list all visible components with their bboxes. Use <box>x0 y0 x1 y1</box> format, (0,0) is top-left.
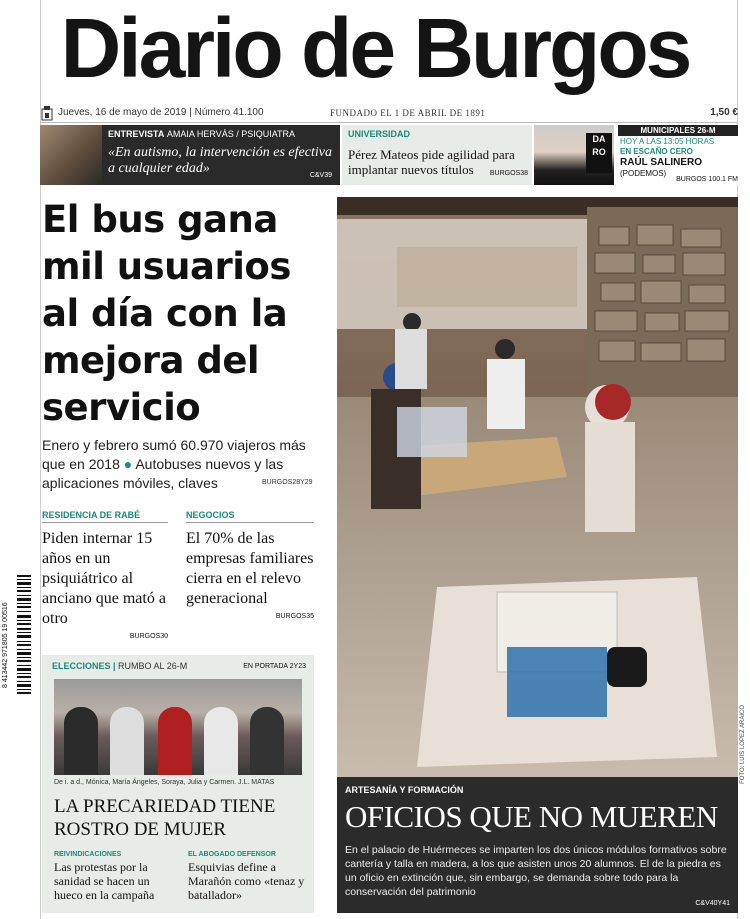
interview-teaser[interactable] <box>40 125 340 185</box>
brief-headline: Piden internar 15 años en un psiquiátrico al anciano que mató a otro <box>42 530 166 627</box>
feature-box[interactable] <box>337 777 738 913</box>
university-teaser[interactable] <box>342 125 532 185</box>
founded-date: FUNDADO EL 1 DE ABRIL DE 1891 <box>330 107 486 118</box>
bullet-icon: ● <box>123 456 133 472</box>
subitem-kicker: EL ABOGADO DEFENSOR <box>188 851 276 858</box>
municipales-teaser[interactable] <box>534 125 738 185</box>
municipales-kicker: MUNICIPALES 26-M <box>618 125 738 136</box>
election-box[interactable]: ELECCIONES | RUMBO AL 26-M EN PORTADA 2Y23 De i. a d., Mónica, María Ángeles, Soraya, Julia y Carmen. J.L. MATAS LA PRECARIEDAD TIENE ROSTRO DE MUJER REIVINDICACIONES Las protestas por la sanidad se hacen un hueco en la campaña EL ABOGADO DEFENSOR Esquivias define a Marañón como «tenaz y batallador» <box>42 655 314 913</box>
election-section: RUMBO AL 26-M <box>118 661 188 671</box>
candidate-name: RAÚL SALINERO <box>620 157 703 168</box>
brief-kicker: RESIDENCIA DE RABÉ <box>42 510 168 523</box>
page-ref: C&V39 <box>309 172 332 179</box>
lead-deck-part2: Autobuses nuevos y las aplicaciones móviles, claves <box>42 456 284 491</box>
photo-credit: FOTO: LUIS LÓPEZ ARAICO <box>740 705 746 784</box>
station-ref: BURGOS 100.1 FM <box>676 176 738 183</box>
main-photo[interactable] <box>337 197 738 777</box>
university-headline: Pérez Mateos pide agilidad para implantar nuevos títulos <box>348 147 515 177</box>
feature-kicker: ARTESANÍA Y FORMACIÓN <box>345 785 464 795</box>
broadcast-time: HOY A LAS 13:05 HORAS <box>620 137 715 146</box>
brief-rabe[interactable] <box>42 510 168 640</box>
election-page-ref: EN PORTADA 2Y23 <box>243 663 306 670</box>
issue-date: Jueves, 16 de mayo de 2019 <box>58 107 187 118</box>
page-ref: C&V40Y41 <box>695 900 730 907</box>
university-kicker: UNIVERSIDAD <box>348 129 411 139</box>
election-subitem[interactable] <box>54 851 172 902</box>
interview-person: AMAIA HERVÁS / PSIQUIATRA <box>166 129 296 139</box>
subitem-headline: Esquivias define a Marañón como «tenaz y batallador» <box>188 860 305 902</box>
barcode-icon <box>7 575 33 695</box>
program-name: EN ESCAÑO CERO <box>620 147 693 156</box>
election-photo <box>54 679 302 775</box>
election-subitem[interactable] <box>188 851 306 902</box>
candidate-party: (PODEMOS) <box>620 169 667 178</box>
brief-negocios[interactable] <box>186 510 314 620</box>
lead-headline[interactable]: El bus gana mil usuarios al día con la mejora del servicio <box>42 198 291 429</box>
radio-logo: DA RO <box>586 133 612 173</box>
candidate-photo <box>534 125 614 185</box>
interview-quote: «En autismo, la intervención es efectiva a cualquier edad» <box>108 145 332 176</box>
person-figure <box>64 707 98 775</box>
page-ref: BURGOS35 <box>275 613 314 620</box>
interview-photo <box>40 125 102 185</box>
city-crest-icon <box>40 105 54 121</box>
person-figure <box>158 707 192 775</box>
interview-kicker: ENTREVISTA <box>108 129 165 139</box>
person-figure <box>110 707 144 775</box>
issue-number: Número 41.100 <box>194 107 264 118</box>
brief-kicker: NEGOCIOS <box>186 510 314 523</box>
brief-headline: El 70% de las empresas familiares cierra en el relevo generacional <box>186 530 314 607</box>
person-figure <box>204 707 238 775</box>
subitem-headline: Las protestas por la sanidad se hacen un hueco en la campaña <box>54 860 155 902</box>
subitem-kicker: REIVINDICACIONES <box>54 851 122 858</box>
feature-body: En el palacio de Huérmeces se imparten los dos únicos módulos formativos sobre cantería y talla en madera, a los que asisten unos 20 alumnos. El de la piedra es un oficio en extinción que, sin embargo, se demanda sobre todo para la conservación del patrimonio <box>345 844 727 898</box>
feature-headline: OFICIOS QUE NO MUEREN <box>345 799 718 834</box>
price: 1,50 € <box>710 107 738 118</box>
lead-deck-part1: Enero y febrero sumó 60.970 viajeros más que en 2018 <box>42 437 306 472</box>
barcode-number: 8 413442 971805 19 00516 <box>2 602 9 688</box>
election-headline: LA PRECARIEDAD TIENE ROSTRO DE MUJER <box>54 796 276 840</box>
masthead[interactable] <box>0 0 750 100</box>
photo-caption: De i. a d., Mónica, María Ángeles, Soraya, Julia y Carmen. J.L. MATAS <box>54 779 275 786</box>
top-teasers <box>40 125 738 185</box>
page-ref: BURGOS30 <box>129 633 168 640</box>
lead-page-ref: BURGOS28Y29 <box>262 479 313 486</box>
person-figure <box>250 707 284 775</box>
dateline: Jueves, 16 de mayo de 2019 | Número 41.100 FUNDADO EL 1 DE ABRIL DE 1891 1,50 € <box>40 103 738 123</box>
workshop-photo <box>337 197 738 777</box>
election-kicker: ELECCIONES <box>52 661 111 671</box>
page-ref: BURGOS38 <box>489 170 528 177</box>
newspaper-title[interactable]: Diario de Burgos <box>60 1 690 95</box>
